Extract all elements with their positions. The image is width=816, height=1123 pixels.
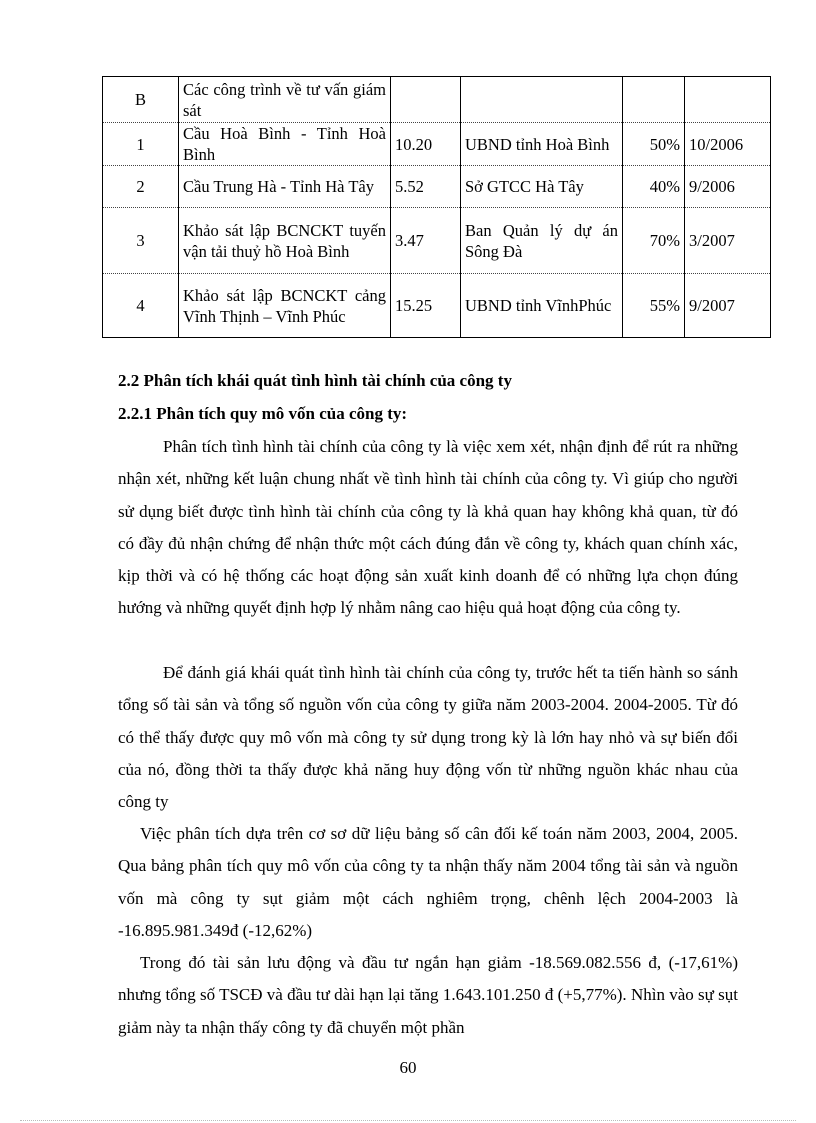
paragraph-4: Trong đó tài sản lưu động và đầu tư ngắn hạn giảm -18.569.082.556 đ, (-17,61%) nhưng tổng số TSCĐ và đầu tư dài hạn lại tăng 1.643.101.250 đ (+5,77%). Nhìn vào sự sụt giảm này ta nhận thấy công ty đã chuyển một phần [118,953,738,1037]
cell-number: B [103,77,179,123]
cell-organization: Sở GTCC Hà Tây [461,166,623,208]
section-heading: 2.2 Phân tích khái quát tình hình tài chính của công ty [118,371,512,390]
cell-value: 5.52 [391,166,461,208]
cell-percent: 40% [623,166,685,208]
cell-date: 10/2006 [685,123,771,166]
cell-percent: 70% [623,208,685,274]
cell-project-name: Khảo sát lập BCNCKT tuyến vận tải thuỷ hồ Hoà Bình [179,208,391,274]
cell-date: 9/2006 [685,166,771,208]
paragraph-2: Để đánh giá khái quát tình hình tài chính của công ty, trước hết ta tiến hành so sánh tổng số tài sản và tổng số nguồn vốn của công ty giữa năm 2003-2004. 2004-2005. Từ đó có thể thấy được quy mô vốn mà công ty sử dụng trong kỳ là lớn hay nhỏ và sự biến đổi của nó, đồng thời ta thấy được khả năng huy động vốn từ những nguồn khác nhau của công ty [118,663,738,812]
paragraph-1: Phân tích tình hình tài chính của công ty là việc xem xét, nhận định để rút ra những nhận xét, những kết luận chung nhất về tình hình tài chính của công ty. Vì giúp cho người sử dụng biết được tình hình tài chính của công ty là khả quan hay không khả quan, từ đó có đầy đủ nhận chứng để nhận thức một cách đúng đắn về công ty, khách quan chính xác, kịp thời và có hệ thống các hoạt động sản xuất kinh doanh để có những lựa chọn đúng hướng và những quyết định hợp lý nhằm nâng cao hiệu quả hoạt động của công ty. [118,437,738,618]
cell-project-name: Khảo sát lập BCNCKT cảng Vĩnh Thịnh – Vĩnh Phúc [179,274,391,338]
cell-project-name: Cầu Trung Hà - Tỉnh Hà Tây [179,166,391,208]
page-bottom-rule [20,1120,796,1121]
paragraph-3: Việc phân tích dựa trên cơ sơ dữ liệu bảng số cân đối kế toán năm 2003, 2004, 2005. Qua bảng phân tích quy mô vốn của công ty ta nhận thấy năm 2004 tổng tài sản và nguồn vốn mà công ty sụt giảm một cách nghiêm trọng, chênh lệch 2004-2003 là -16.895.981.349đ (-12,62%) [118,824,738,940]
cell-date: 9/2007 [685,274,771,338]
cell-organization: Ban Quản lý dự án Sông Đà [461,208,623,274]
cell-organization: UBND tỉnh VĩnhPhúc [461,274,623,338]
table-row [103,77,771,123]
cell-number: 3 [103,208,179,274]
page-number: 60 [399,1058,417,1077]
cell-number: 2 [103,166,179,208]
table-row [103,166,771,208]
cell-number: 1 [103,123,179,166]
cell-percent: 55% [623,274,685,338]
cell-date: 3/2007 [685,208,771,274]
projects-table [102,76,771,338]
table-row [103,208,771,274]
cell-organization: UBND tỉnh Hoà Bình [461,123,623,166]
cell-value [391,77,461,123]
cell-percent [623,77,685,123]
cell-value: 10.20 [391,123,461,166]
cell-value: 3.47 [391,208,461,274]
cell-project-name: Các công trình về tư vấn giám sát [179,77,391,123]
table-row [103,123,771,166]
cell-value: 15.25 [391,274,461,338]
cell-organization [461,77,623,123]
cell-project-name: Cầu Hoà Bình - Tỉnh Hoà Bình [179,123,391,166]
cell-date [685,77,771,123]
cell-number: 4 [103,274,179,338]
subsection-heading: 2.2.1 Phân tích quy mô vốn của công ty: [118,404,408,423]
table-row [103,274,771,338]
cell-percent: 50% [623,123,685,166]
